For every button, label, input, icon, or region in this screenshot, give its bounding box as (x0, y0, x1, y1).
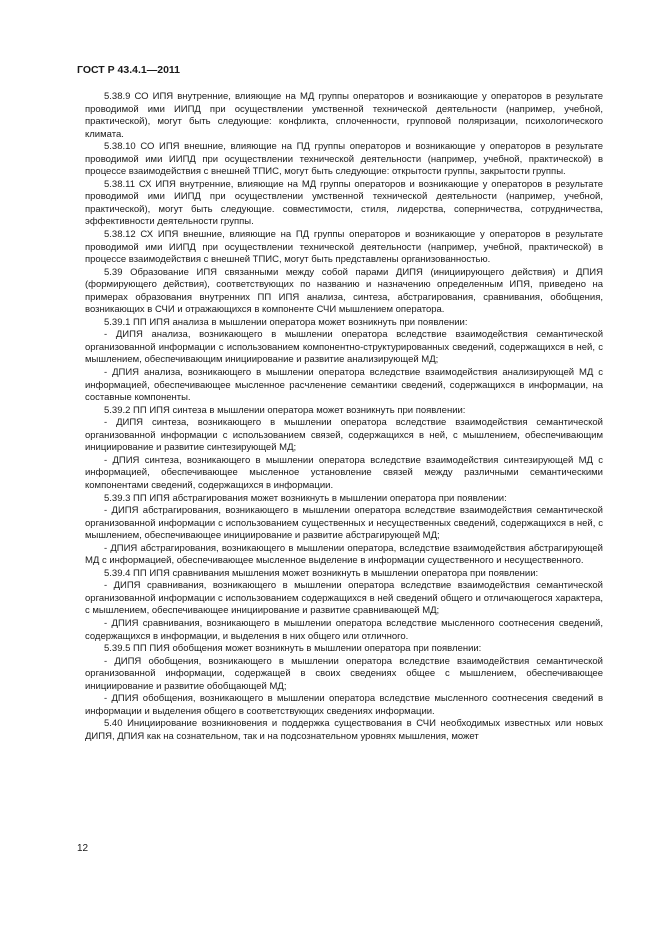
page-number: 12 (77, 843, 89, 854)
paragraph-5-38-9: 5.38.9 СО ИПЯ внутренние, влияющие на МД группы операторов и возникающие у операторов в результате проводимой ими ИИПД при осуществлении умственной технической деятельности (например, учебной, практической), могут быть следующие: конфликта, сплоченности, групповой поляризации, психологического климата. (85, 91, 603, 140)
paragraph-5-40: 5.40 Инициирование возникновения и поддержка существования в СЧИ необходимых известных или новых ДИПЯ, ДПИЯ как на сознательном, так и на подсознательном уровнях мышления, может (85, 718, 603, 742)
paragraph-5-38-10: 5.38.10 СО ИПЯ внешние, влияющие на ПД группы операторов и возникающие у операторов в результате проводимой ими ИИПД при осуществлении технической деятельности (например, учебной, практической) в процессе взаимодействия с внешней ТПИС, могут быть следующие: открытости группы, закрытости группы. (85, 141, 603, 178)
list-item: - ДПИЯ обобщения, возникающего в мышлении оператора вследствие мысленного соотнесения сведений в информации и выделения общего в соответствующих сведениях информации. (85, 693, 603, 717)
list-item: - ДПИЯ анализа, возникающего в мышлении оператора вследствие взаимодействия анализирующей МД с информацией, обеспечивающее мысленное расчленение семантики сведений, содержащихся в информации, на составные компоненты. (85, 367, 603, 404)
list-item: - ДИПЯ сравнивания, возникающего в мышлении оператора вследствие взаимодействия семантической организованной информации с использованием содержащихся в ней сведений общего и отличающегося характера, с мышлением, обеспечивающее инициирование и развитие сравнивающей МД; (85, 580, 603, 617)
paragraph-5-39-5: 5.39.5 ПП ПИЯ обобщения может возникнуть в мышлении оператора при появлении: (104, 643, 482, 655)
list-item: - ДИПЯ абстрагирования, возникающего в мышлении оператора вследствие взаимодействия семантической организованной информации с использованием существенных и несущественных сведений, содержащихся в ней, с мышлением, обеспечивающее инициирование и развитие абстрагирующей МД; (85, 505, 603, 542)
list-item: - ДИПЯ обобщения, возникающего в мышлении оператора вследствие взаимодействия семантической организованной информации, содержащей в своих сведениях общее с мышлением, обеспечивающее инициирование и развитие обобщающей МД; (85, 655, 603, 692)
list-item: - ДПИЯ абстрагирования, возникающего в мышлении оператора, вследствие взаимодействия абстрагирующей МД с информацией, обеспечивающее мысленное выделение в информации существенного и несущественного. (85, 542, 603, 567)
paragraph-5-38-12: 5.38.12 СХ ИПЯ внешние, влияющие на ПД группы операторов и возникающие у операторов в результате проводимой ими ИИПД при осуществлении технической деятельности (например, учебной, практической) в процессе взаимодействия с внешней ТПИС, могут быть представлены организованностью. (85, 229, 603, 266)
list-item: - ДПИЯ сравнивания, возникающего в мышлении оператора вследствие мысленного соотнесения сведений, содержащихся в информации, и выделения в них общего или отличного. (85, 617, 603, 642)
list-item: - ДИПЯ анализа, возникающего в мышлении оператора вследствие взаимодействия семантической организованной информации с использованием компонентно-структурированных сведений, содержащихся в ней, с мышлением, обеспечивающим инициирование и развитие анализирующей МД; (85, 329, 603, 366)
paragraph-5-39-1: 5.39.1 ПП ИПЯ анализа в мышлении оператора может возникнуть при появлении: (104, 316, 468, 328)
list-item: - ДПИЯ синтеза, возникающего в мышлении оператора вследствие взаимодействия синтезирующей МД с информацией, обеспечивающее мысленное установление связей между различными семантическими компонентами сведений, содержащихся в информации. (85, 454, 603, 491)
paragraph-5-39-3: 5.39.3 ПП ИПЯ абстрагирования может возникнуть в мышлении оператора при появлении: (104, 492, 507, 504)
paragraph-5-39: 5.39 Образование ИПЯ связанными между собой парами ДИПЯ (инициирующего действия) и ДПИЯ (формирующего действия), соответствующих по названию и назначению определенным ИПЯ, приведено на примерах образования внутренних ПП ИПЯ анализа, синтеза, абстрагирования, сравнивания, обобщения, возникающих в СЧИ и отражающихся в компоненте СЧИ мышлением оператора. (85, 266, 603, 316)
paragraph-5-39-2: 5.39.2 ПП ИПЯ синтеза в мышлении оператора может возникнуть при появлении: (104, 404, 466, 416)
document-header: ГОСТ Р 43.4.1—2011 (77, 64, 181, 76)
body-text (85, 91, 603, 743)
paragraph-5-38-11: 5.38.11 СХ ИПЯ внутренние, влияющие на МД группы операторов и возникающие у операторов в результате проводимой ими ИИПД при осуществлении умственной технической деятельности (например, учебной, практической), могут быть следующие. совместимости, стиля, лидерства, соперничества, сотрудничества, эффективности деятельности группы. (85, 178, 603, 228)
list-item: - ДИПЯ синтеза, возникающего в мышлении оператора вследствие взаимодействия семантической организованной информации с использованием связей, содержащихся в ней, с мышлением, обеспечивающим инициирование и развитие синтезирующей МД; (85, 417, 603, 454)
paragraph-5-39-4: 5.39.4 ПП ИПЯ сравнивания мышления может возникнуть в мышлении оператора при появлении: (104, 567, 539, 579)
